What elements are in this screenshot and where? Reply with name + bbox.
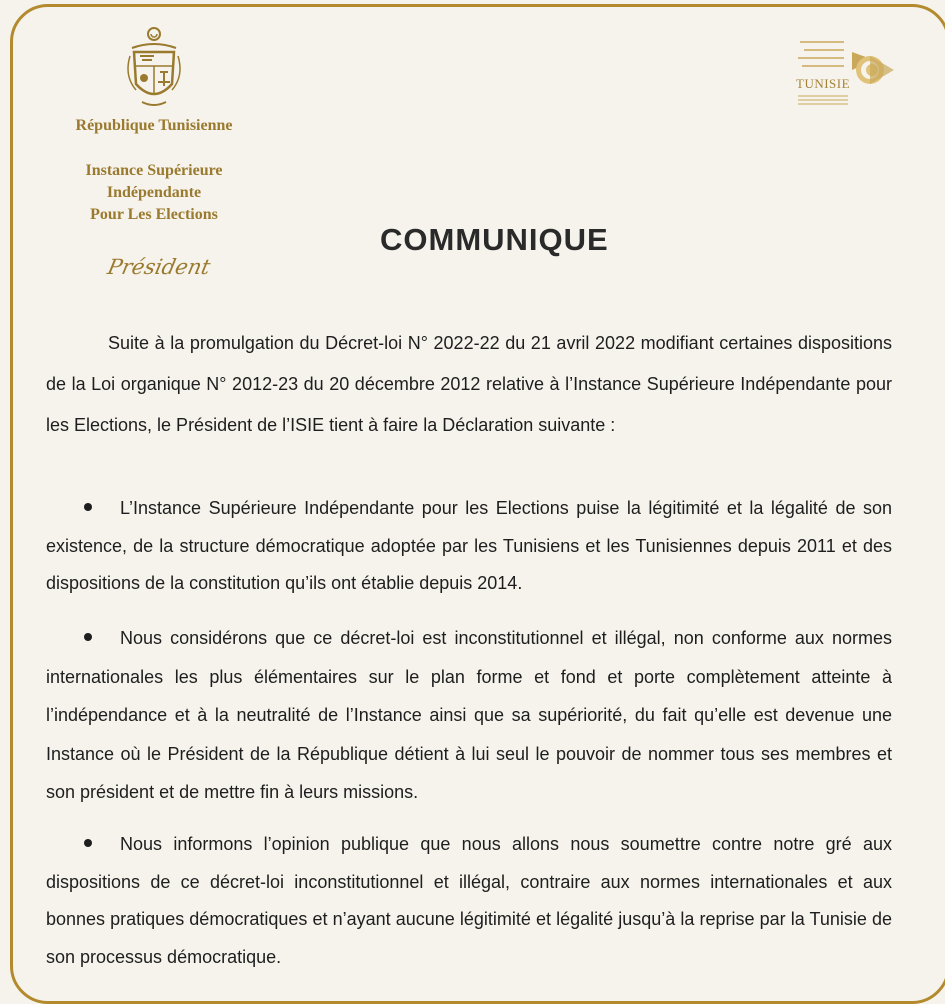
intro-text: Suite à la promulgation du Décret-loi N° 2022-22 du 21 avril 2022 modifiant certaines dispositions de la Loi organique N° 2012-23 du 20 décembre 2012 relative à l’Instance Supérieure Indépendante pour les Elections, le Président de l’ISIE tient à faire la Déclaration suivante : xyxy=(46,333,892,435)
bullet-icon xyxy=(84,633,92,641)
isie-logo xyxy=(790,32,898,112)
bullet-text-3: Nous informons l’opinion publique que nous allons nous soumettre contre notre gré aux dispositions de ce décret-loi inconstitutionnel et illégal, contraire aux normes internationales et aux bonnes pratiques démocratiques et n’ayant aucune légitimité et légalité jusqu’à la reprise par la Tunisie de son processus démocratique. xyxy=(46,834,892,967)
institution-line-2: Indépendante xyxy=(106,184,202,201)
bullet-icon xyxy=(84,503,92,511)
bullet-text-2: Nous considérons que ce décret-loi est inconstitutionnel et illégal, non conforme aux normes internationales les plus élémentaires sur le plan forme et fond et porte complètement atteinte à l’indépendance et à la neutralité de l’Instance ainsi que sa supériorité, du fait qu’elle est devenue une Instance où le Président de la République détient à lui seul le pouvoir de nommer tous ses membres et son président et de mettre fin à leurs missions. xyxy=(46,628,892,802)
bullet-item-2 xyxy=(46,619,892,812)
institution-line-3: Pour Les Elections xyxy=(90,206,218,223)
isie-logo-text: TUNISIE xyxy=(796,76,851,91)
bullet-text-1: L’Instance Supérieure Indépendante pour les Elections puise la légitimité et la légalité de son existence, de la structure démocratique adoptée par les Tunisiens et les Tunisiennes depuis 2011 et des dispositions de la constitution qu’ils ont établie depuis 2014. xyxy=(46,498,892,593)
institution-line-1: Instance Supérieure xyxy=(85,162,223,179)
isie-logo-icon xyxy=(790,32,898,112)
bullet-item-3 xyxy=(46,826,892,976)
bullet-item-1 xyxy=(46,490,892,603)
tunisia-coat-of-arms-icon xyxy=(122,26,186,110)
country-name: République Tunisienne xyxy=(75,117,233,134)
president-signature: Président xyxy=(105,255,213,279)
institution-name xyxy=(66,160,242,226)
document-title: COMMUNIQUE xyxy=(380,222,609,257)
intro-paragraph xyxy=(46,323,892,446)
bullet-icon xyxy=(84,839,92,847)
